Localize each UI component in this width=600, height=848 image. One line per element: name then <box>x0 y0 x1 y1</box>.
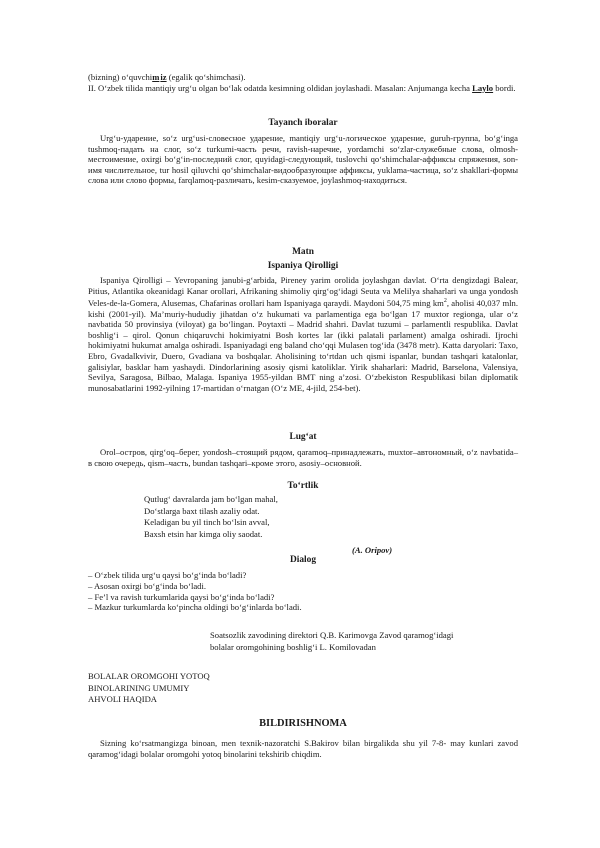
bildirish-section <box>88 718 518 759</box>
dialog-lines <box>88 570 518 613</box>
dialog-line: – O‘zbek tilida urg‘u qaysi bo‘g‘inda bo‘ladi? <box>88 570 247 580</box>
dialog-line: – Mazkur turkumlarda ko‘pincha oldingi bo‘g‘inlarda bo‘ladi. <box>88 602 302 613</box>
dialog-line: – Asosan oxirgi bo‘g‘inda bo‘ladi. <box>88 580 206 591</box>
lugat-section <box>88 432 518 468</box>
intro-rule-end: bordi. <box>493 82 516 93</box>
lugat-heading: Lug‘at <box>289 432 317 442</box>
poem-line: Baxsh etsin har kimga oliy saodat. <box>144 528 263 539</box>
poem-line: Qutlug‘ davralarda jam bo‘lgan mahal, <box>144 494 278 504</box>
dialog-heading-wrap <box>88 555 518 565</box>
intro-rule-text: II. O‘zbek tilida mantiqiy urg‘u olgan bo‘lak odatda kesimning oldidan joylashadi. Masalan: Anjumanga kecha <box>88 82 473 93</box>
intro-text: (bizning) o‘quvchi <box>88 72 153 82</box>
poem-line: Do‘stlarga baxt tilash azaliy odat. <box>144 505 260 516</box>
addressee-block <box>210 630 530 653</box>
dialog-line: – Fe’l va ravish turkumlarida qaysi bo‘g‘inda bo‘ladi? <box>88 591 275 602</box>
bildirish-text: Sizning ko‘rsatmangizga binoan, men texnik-nazoratchi S.Bakirov bilan birgalikda shu yil 7-8- may kunlari zavod qaramog‘idagi bolalar oromgohi yotoq binolarini tekshirib chiqdim. <box>88 738 518 759</box>
tayanch-section <box>88 118 518 186</box>
dialog-heading: Dialog <box>289 555 317 565</box>
bildirish-heading: BILDIRISHNOMA <box>259 718 347 729</box>
addressee-line-1: Soatsozlik zavodining direktori Q.B. Karimovga Zavod qaramog‘idagi <box>210 630 454 640</box>
intro-name-laylo: Laylo <box>472 82 494 93</box>
matn-superscript: 2 <box>443 298 447 305</box>
addressee-line-2: bolalar oromgohining boshlig‘i L. Komilovadan <box>210 641 376 652</box>
intro-line-1 <box>88 72 518 83</box>
tayanch-heading: Tayanch iboralar <box>268 118 338 128</box>
poem-author: (A. Oripov) <box>352 545 393 555</box>
poem-line: Keladigan bu yil tinch bo‘lsin avval, <box>144 517 270 528</box>
poem <box>144 494 444 540</box>
matn-heading: Matn <box>292 247 314 257</box>
intro-emphasis-m: m <box>152 72 160 82</box>
subject-line: AHVOLI HAQIDA <box>88 694 157 705</box>
tortlik-heading: To‘rtlik <box>287 481 319 491</box>
subject-block <box>88 671 328 706</box>
matn-paragraph <box>88 275 518 393</box>
subject-line: BINOLARINING UMUMIY <box>88 682 190 693</box>
tayanch-text: Urg‘u-ударение, so‘z urg‘usi-словесное ударение, mantiqiy urg‘u-логическое ударение, guruh-группа, bo‘g‘inga tushmoq-падать на слог, so‘z turkumi-часть речи, ravish-наречие, yordamchi so‘zlar-служебные слова, olmosh-местоимение, oxirgi bo‘g‘in-последний слог, quyidagi-следующий, tuslovchi qo‘shimchalar-аффиксы спряжения, son-имя числительное, tur hosil qiluvchi qo‘shimchalar-видообразующие аффиксы, yuklama-частица, so‘z shakllari-формы слова или слово формы, farqlamoq-различать, kesim-сказуемое, joylashmoq-находиться. <box>88 133 518 186</box>
matn-title: Ispaniya Qirolligi <box>267 261 339 271</box>
intro-section <box>88 72 518 93</box>
lugat-text: Orol–остров, qirg‘oq–берег, yondosh–стоящий рядом, qaramoq–принадлежать, muxtor–автономный, o‘z navbatida–в свою очередь, qism–часть, bundan tashqari–кроме этого, asosiy–основной. <box>88 447 518 468</box>
intro-emphasis-iz: iz <box>160 72 167 82</box>
intro-line-2 <box>88 83 518 94</box>
matn-text-part-2: , aholisi 40,037 mln. kishi (2001-yil). Ma’muriy-hududiy jihatdan o‘z hukumati va parlamentiga ega bo‘lgan 17 muxtor regionga, ular o‘z navbatida 50 provinsiya (viloyat) ga bo‘lingan. Poytaxti – Madrid shahri. Davlat tuzumi – parlamentli respublika. Davlat boshlig‘i – qirol. Qonun chiqaruvchi hokimiyatni Bosh kortes lar (ikki palatali parlament) amalga oshiradi. Ijrochi hokimiyatni hukumat amalga oshiradi. Ispaniyadagi eng baland cho‘qqi Mulasen tog‘ida (3478 metr). Katta daryolari: Taxo, Ebro, Gvadalkvivir, Duero, Gvadiana va boshqalar. Aholisining to‘rtdan uch qismi ispanlar, bundan tashqari katalonlar, galisiylar, basklar ham yashaydi. Dindorlarining asosiy qismi katoliklar. Yirik shaharlari: Madrid, Barselona, Valensiya, Sevilya, Saragosa, Bilbao, Malaga. Ispaniya 1955-yildan BMT ning a’zosi. O‘zbekiston Respublikasi bilan diplomatik munosabatlarini 1992-yilning 17-martidan o‘rnatgan (O‘z ME, 4-jild, 254-bet). <box>88 298 518 393</box>
subject-line: BOLALAR OROMGOHI YOTOQ <box>88 671 210 681</box>
tortlik-heading-wrap <box>88 481 518 491</box>
matn-section <box>88 247 518 393</box>
matn-text-part-1: Ispaniya Qirolligi – Yevropaning janubi-g‘arbida, Pireney yarim orolida joylashgan davlat. O‘rta dengizdagi Balear, Pitius, Atlantika okeanidagi Kanar orollari, Afrikaning shimoliy qirg‘og‘idagi Seuta va Melilya shaharlari va unga yondosh Veles-de-la-Gomera, Alusemas, Chafarinas orollari ham Ispaniyaga qaraydi. Maydoni 504,75 ming km <box>88 275 518 309</box>
intro-text-end: (egalik qo‘shimchasi). <box>166 72 246 82</box>
